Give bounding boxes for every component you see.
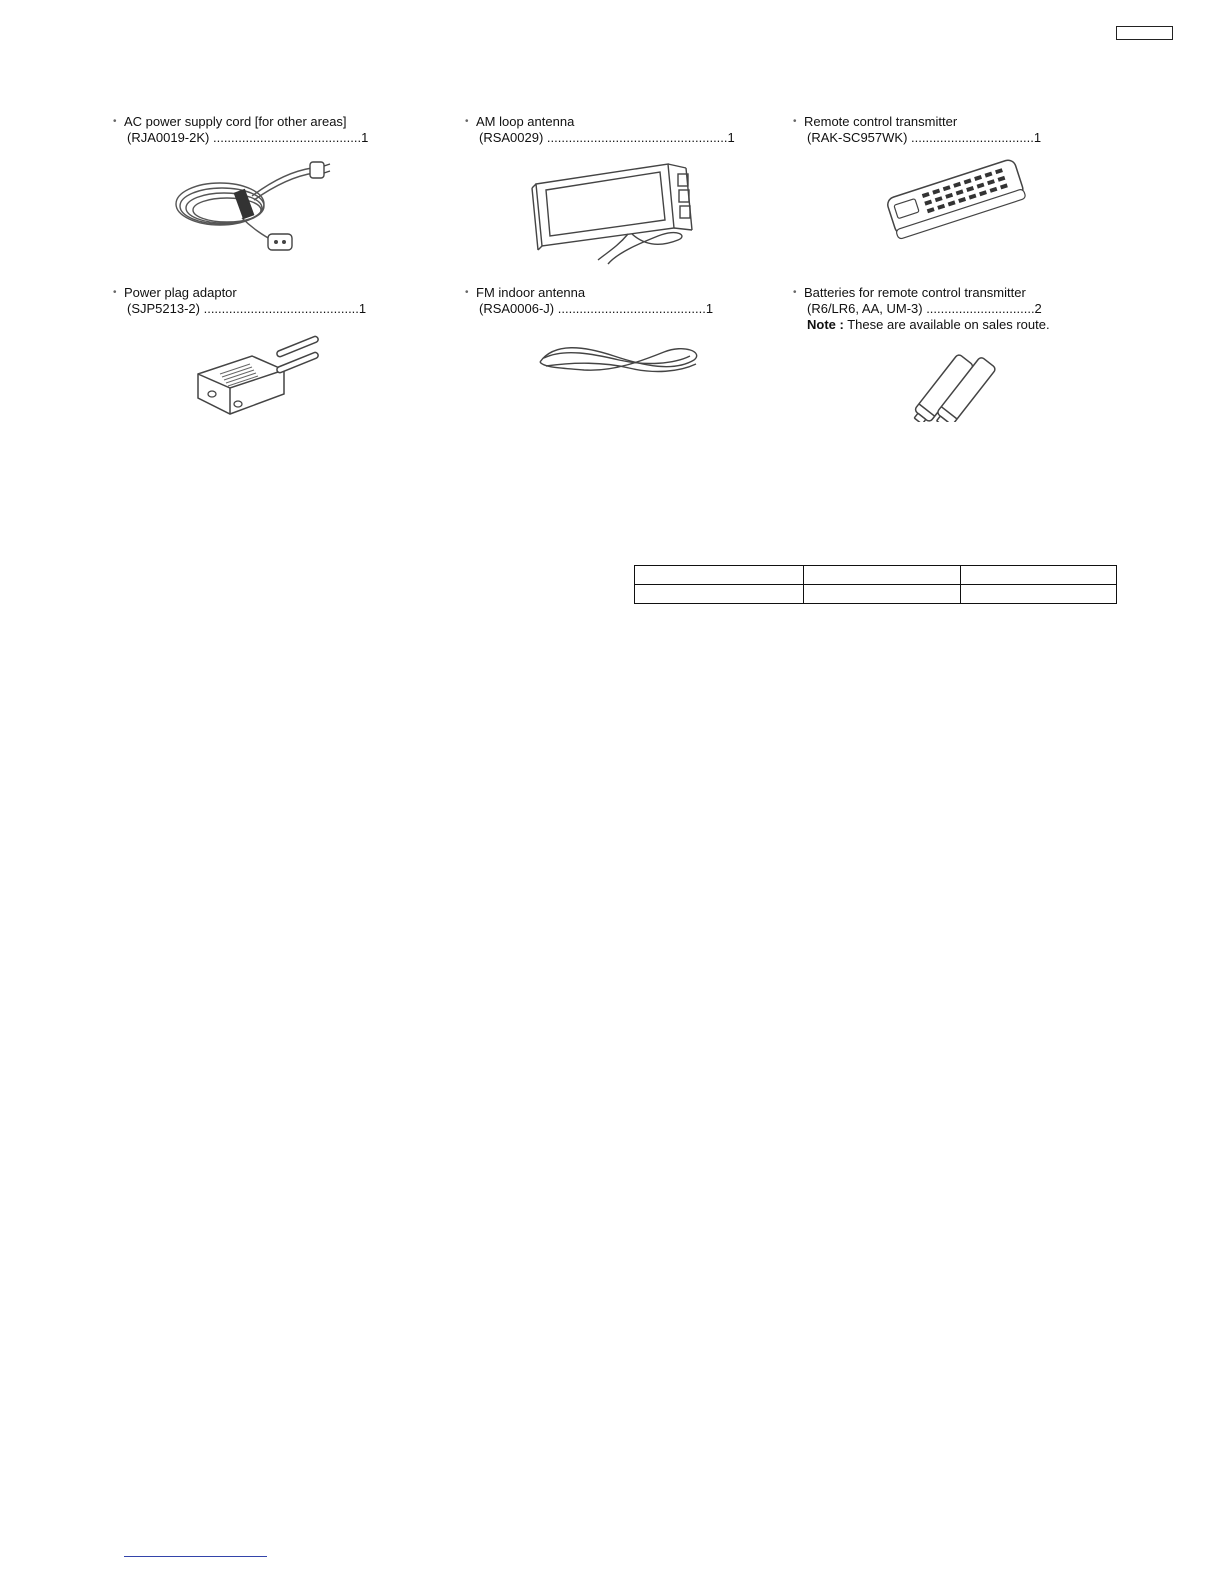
bullet: • bbox=[113, 287, 117, 298]
table-cell bbox=[804, 585, 961, 604]
accessory-am-antenna bbox=[465, 114, 796, 146]
accessory-note bbox=[804, 317, 1124, 333]
accessory-part: (SJP5213-2) ...........................................1 bbox=[127, 301, 367, 316]
accessory-part: (RSA0029) ..................................................1 bbox=[479, 130, 735, 145]
page-number-box bbox=[1116, 26, 1173, 40]
note-text: These are available on sales route. bbox=[843, 317, 1050, 332]
batteries-illustration bbox=[900, 352, 1010, 422]
bullet: • bbox=[465, 287, 469, 298]
accessory-fm-antenna bbox=[465, 285, 796, 317]
accessory-name: Remote control transmitter bbox=[804, 114, 958, 129]
accessory-batteries bbox=[793, 285, 1124, 333]
note-label: Note : bbox=[807, 317, 844, 332]
empty-info-table bbox=[634, 565, 1117, 604]
table-cell bbox=[804, 566, 961, 585]
table-cell bbox=[961, 585, 1117, 604]
am-antenna-illustration bbox=[528, 156, 708, 268]
accessory-name: AC power supply cord [for other areas] bbox=[124, 114, 347, 129]
accessory-part: (RSA0006-J) .........................................1 bbox=[479, 301, 714, 316]
accessory-name: FM indoor antenna bbox=[476, 285, 586, 300]
footer-rule bbox=[124, 1556, 267, 1557]
remote-illustration bbox=[880, 150, 1030, 242]
bullet: • bbox=[793, 287, 797, 298]
table-row bbox=[635, 566, 1117, 585]
bullet: • bbox=[113, 116, 117, 127]
accessory-plug-adaptor bbox=[113, 285, 444, 317]
accessory-ac-cord bbox=[113, 114, 444, 146]
accessory-remote bbox=[793, 114, 1124, 146]
table-cell bbox=[961, 566, 1117, 585]
table-cell bbox=[635, 566, 804, 585]
table-row bbox=[635, 585, 1117, 604]
accessory-part: (RJA0019-2K) .........................................1 bbox=[127, 130, 369, 145]
accessory-part: (RAK-SC957WK) ..................................1 bbox=[807, 130, 1042, 145]
plug-adaptor-illustration bbox=[192, 334, 332, 418]
accessory-part: (R6/LR6, AA, UM-3) ..............................2 bbox=[807, 301, 1042, 316]
bullet: • bbox=[465, 116, 469, 127]
bullet: • bbox=[793, 116, 797, 127]
table-cell bbox=[635, 585, 804, 604]
accessory-name: Power plag adaptor bbox=[124, 285, 237, 300]
accessory-name: Batteries for remote control transmitter bbox=[804, 285, 1026, 300]
accessory-name: AM loop antenna bbox=[476, 114, 575, 129]
fm-antenna-illustration bbox=[534, 332, 704, 382]
ac-cord-illustration bbox=[172, 156, 332, 256]
